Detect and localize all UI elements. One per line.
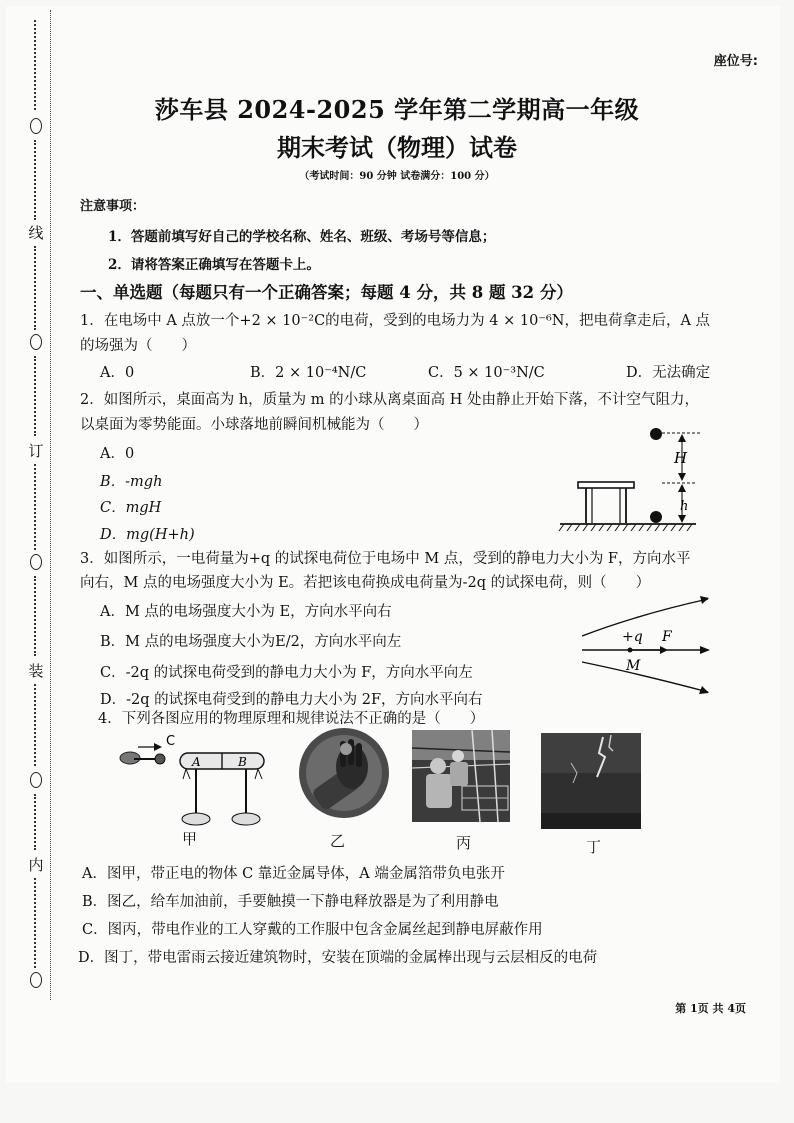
binding-hole-icon — [30, 334, 42, 350]
dotted-line — [34, 464, 38, 550]
dotted-line — [34, 878, 38, 968]
section-heading: 一、单选题（每题只有一个正确答案；每题 4 分，共 8 题 32 分） — [80, 283, 573, 302]
q1-option-a: A．0 — [100, 365, 135, 381]
q4-option-b: B．图乙，给车加油前，手要触摸一下静电释放器是为了利用静电 — [82, 894, 499, 910]
label-F: F — [662, 629, 672, 645]
q2-option-b: B．-mgh — [100, 474, 163, 490]
question-2-text: 2．如图所示，桌面高为 h，质量为 m 的小球从离桌面高 H 处由静止开始下落，不计空气阻力， — [80, 392, 700, 408]
ball-bottom-icon — [650, 511, 662, 523]
exam-title-line2: 期末考试（物理）试卷 — [277, 133, 517, 162]
label-M: M — [626, 658, 641, 674]
question-1-text: 1．在电场中 A 点放一个+2 × 10⁻²C的电荷，受到的电场力为 4 × 10⁻⁶N，把电荷拿走后，A 点 — [80, 313, 711, 329]
binding-mark: 订 — [28, 442, 44, 460]
q1-option-c: C．5 × 10⁻³N/C — [428, 365, 545, 381]
exam-info: （考试时间：90 分钟 试卷满分：100 分） — [299, 171, 495, 182]
notice-item: 2．请将答案正确填写在答题卡上。 — [108, 257, 320, 273]
question-2-text: 以桌面为零势能面。小球落地前瞬间机械能为（ ） — [80, 417, 428, 433]
binding-hole-icon — [30, 972, 42, 988]
dotted-line — [34, 684, 38, 766]
figure-label-bing: 丙 — [456, 834, 472, 852]
lightning-rod-photo — [541, 733, 641, 829]
question-3-text: 向右，M 点的电场强度大小为 E。若把该电荷换成电荷量为-2q 的试探电荷，则（ ） — [80, 575, 651, 591]
q1-option-b: B．2 × 10⁻⁴N/C — [250, 365, 367, 381]
binding-hole-icon — [30, 772, 42, 788]
q2-option-a: A．0 — [100, 446, 135, 462]
dotted-line — [34, 356, 38, 436]
q3-option-c: C．-2q 的试探电荷受到的静电力大小为 F，方向水平向左 — [100, 665, 473, 681]
q3-option-a: A．M 点的电场强度大小为 E，方向水平向右 — [100, 604, 392, 620]
q4-option-a: A．图甲，带正电的物体 C 靠近金属导体，A 端金属箔带负电张开 — [82, 866, 505, 882]
figure-label-jia: 甲 — [182, 830, 198, 848]
question-3-text: 3．如图所示，一电荷量为+q 的试探电荷位于电场中 M 点，受到的静电力大小为 F，方向水平 — [80, 551, 691, 567]
static-discharger-photo — [296, 727, 392, 819]
dotted-line — [34, 246, 38, 330]
binding-mark: 内 — [28, 856, 44, 874]
label-B: B — [238, 755, 247, 769]
ball-top-icon — [650, 428, 662, 440]
label-plus-q: +q — [622, 629, 643, 645]
question-4-text: 4．下列各图应用的物理原理和规律说法不正确的是（ ） — [98, 711, 485, 727]
seat-number-label: 座位号: — [713, 54, 758, 69]
q3-option-b: B．M 点的电场强度大小为E/2，方向水平向左 — [100, 634, 402, 650]
dotted-line — [34, 794, 38, 850]
q1-option-d: D．无法确定 — [626, 365, 711, 381]
label-H: H — [674, 449, 688, 467]
q4-option-c: C．图丙，带电作业的工人穿戴的工作服中包含金属丝起到静电屏蔽作用 — [82, 922, 543, 938]
question-1-text: 的场强为（ ） — [80, 338, 196, 354]
label-A: A — [192, 755, 201, 769]
binding-mark: 装 — [28, 662, 44, 680]
label-h: h — [680, 499, 689, 514]
binding-mark: 线 — [28, 224, 44, 242]
notice-heading: 注意事项： — [80, 199, 146, 214]
q2-option-d: D．mg(H+h) — [100, 527, 195, 543]
figure-label-ding: 丁 — [586, 838, 602, 856]
point-M-icon — [628, 648, 633, 653]
exam-title-line1: 莎车县 2024-2025 学年第二学期高一年级 — [154, 95, 640, 124]
live-line-work-photo — [412, 730, 510, 822]
q4-option-d: D．图丁，带电雷雨云接近建筑物时，安装在顶端的金属棒出现与云层相反的电荷 — [78, 950, 598, 966]
binding-hole-icon — [30, 554, 42, 570]
dotted-line — [34, 576, 38, 656]
electric-field-diagram — [580, 590, 714, 700]
figure-label-yi: 乙 — [330, 832, 346, 850]
q3-option-d: D．-2q 的试探电荷受到的静电力大小为 2F，方向水平向右 — [100, 692, 483, 708]
notice-item: 1．答题前填写好自己的学校名称、姓名、班级、考场号等信息； — [108, 229, 496, 245]
q2-option-c: C．mgH — [100, 500, 162, 516]
electroscope-diagram — [116, 733, 276, 833]
label-C: C — [166, 734, 176, 749]
page-number: 第 1页 共 4页 — [675, 1002, 746, 1015]
table-ball-diagram — [556, 420, 716, 535]
